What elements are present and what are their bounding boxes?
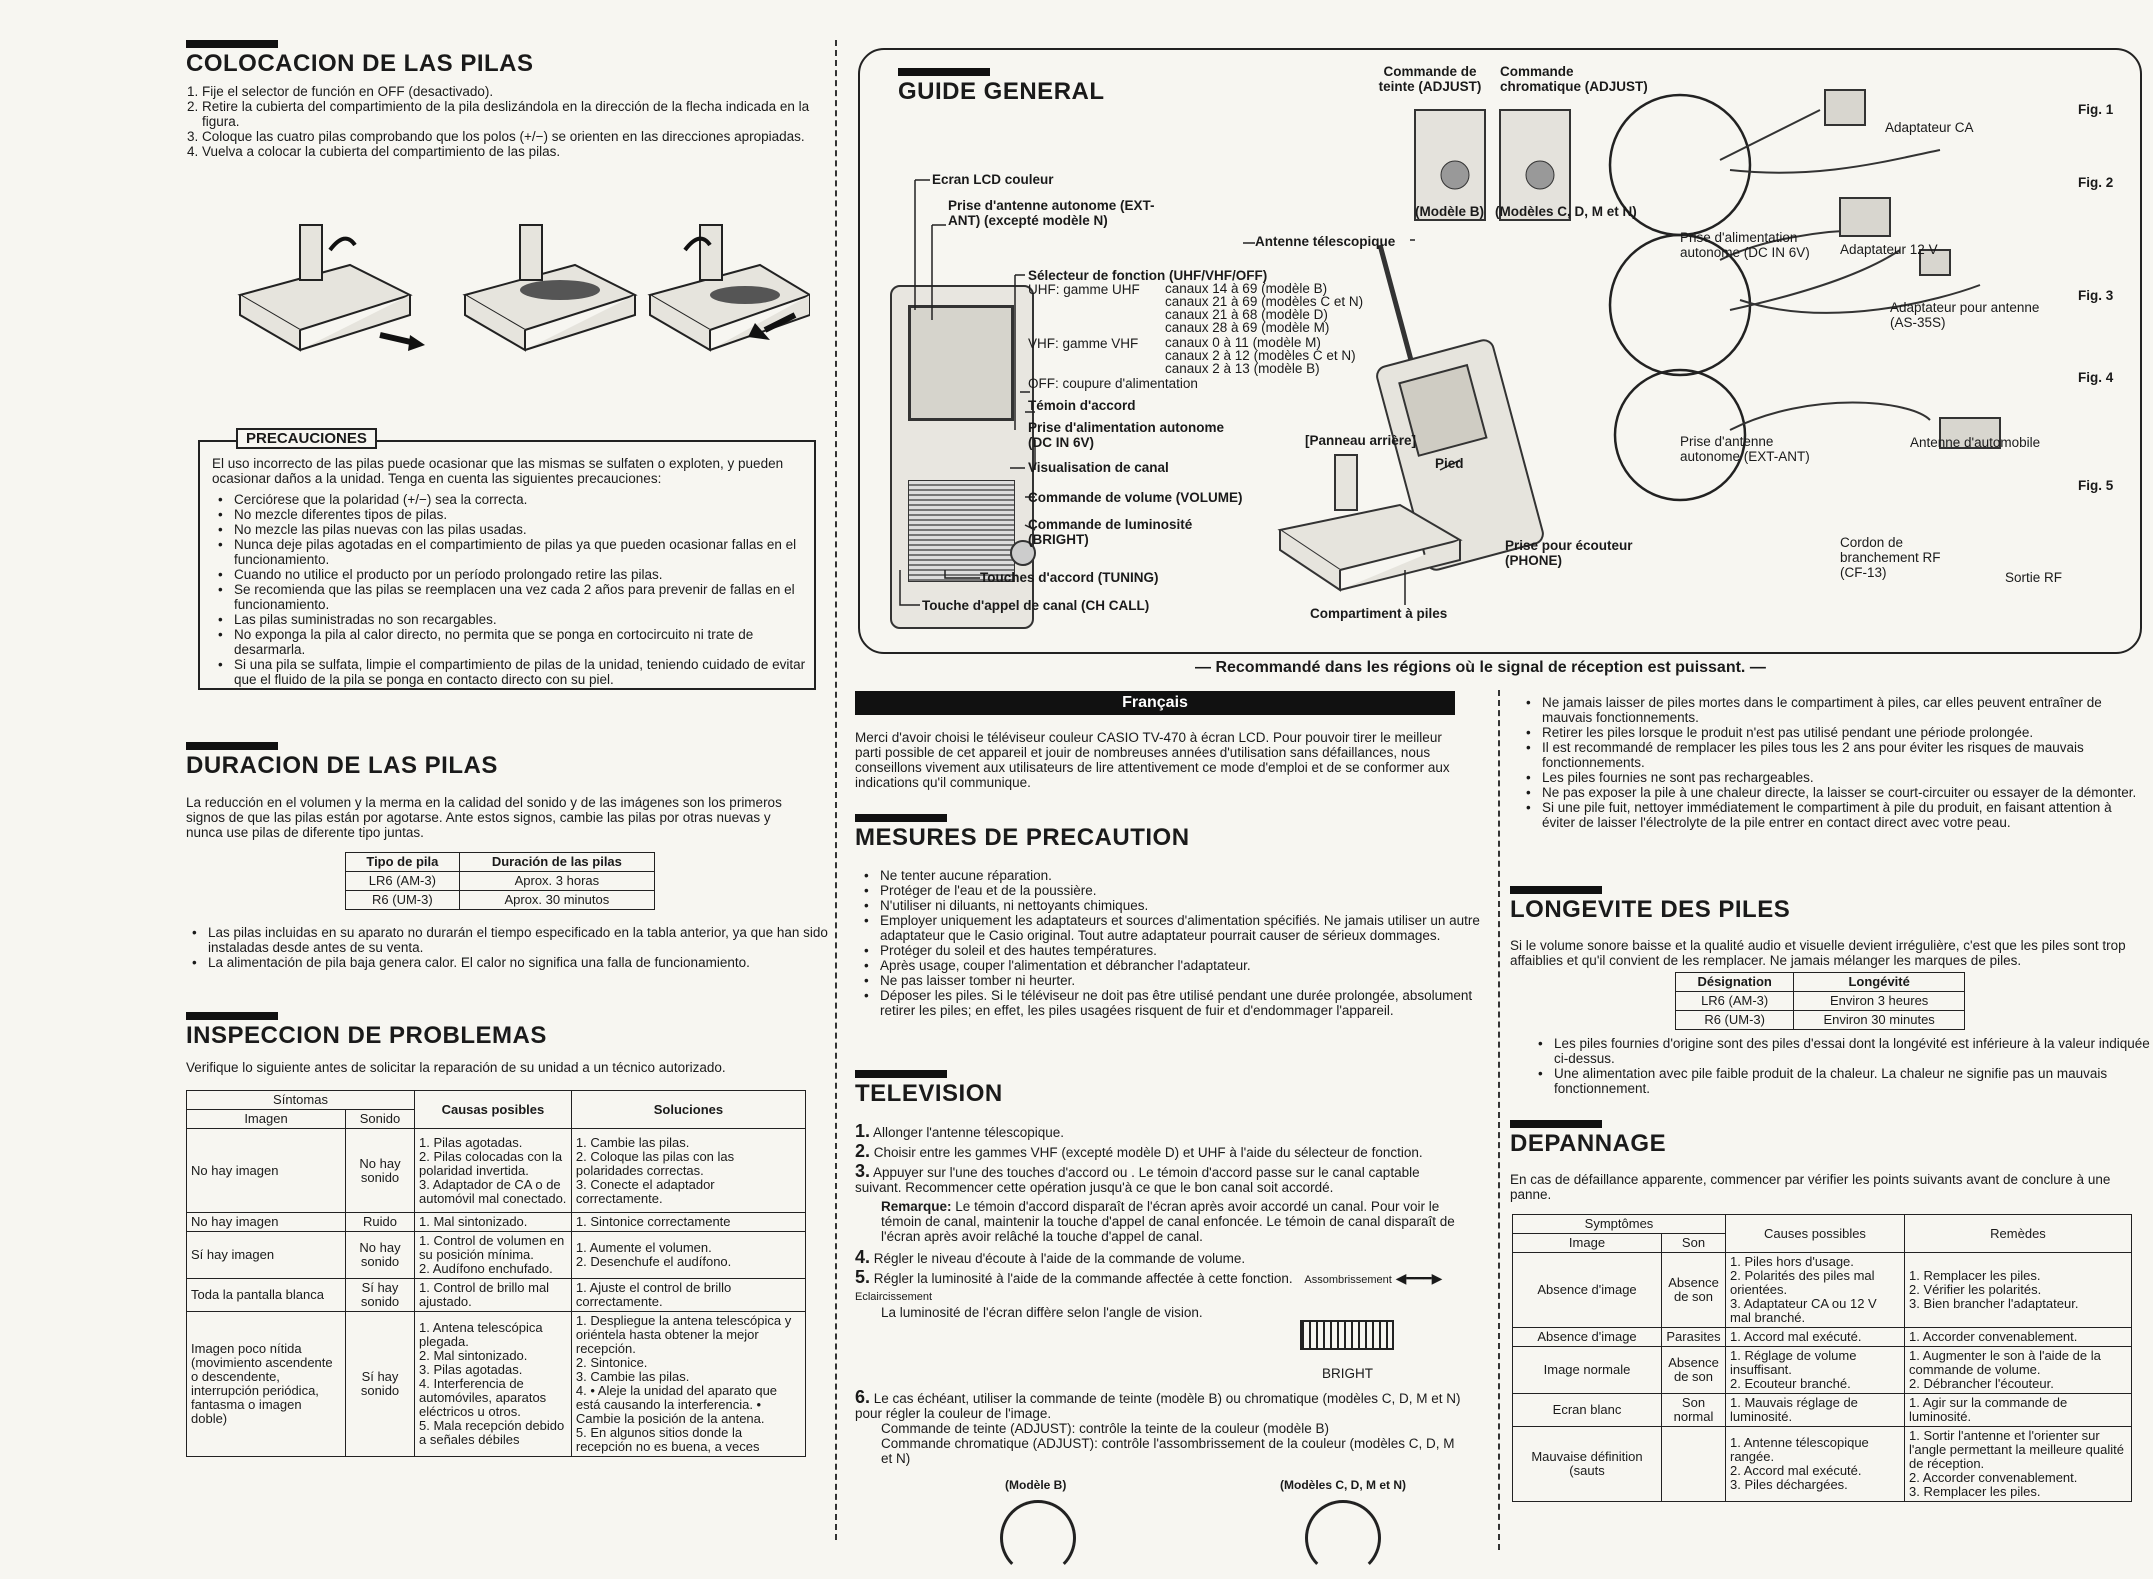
table-cell: R6 (UM-3): [1676, 1011, 1794, 1030]
table-header: Duración de las pilas: [459, 853, 654, 872]
label-teinte: Commande de teinte (ADJUST): [1378, 64, 1482, 94]
colocacion-title: [186, 50, 534, 78]
longevite-table: [1675, 972, 1965, 1030]
step: 2. Retire la cubierta del compartimiento de la pila deslizándola en la dirección de la flecha indicada en la figura.: [202, 99, 822, 129]
table-row: [1513, 1347, 2132, 1394]
label-temoin: Témoin d'accord: [1028, 398, 1136, 413]
table-row: [1676, 1011, 1965, 1030]
table-cell: No hay imagen: [187, 1213, 346, 1232]
mod-cdmn-label: (Modèles C, D, M et N): [1280, 1478, 1407, 1492]
label-chcall: Touche d'appel de canal (CH CALL): [922, 598, 1150, 613]
label-compart: Compartiment à piles: [1310, 606, 1448, 621]
step: 3. Coloque las cuatro pilas comprobando que los polos (+/−) se orienten en las direcciones apropiadas.: [202, 129, 822, 144]
table-cell: Aprox. 3 horas: [459, 872, 654, 891]
table-cell: 1. Sintonice correctamente: [571, 1213, 805, 1232]
table-cell: No hay imagen: [187, 1129, 346, 1213]
table-header: Son: [1662, 1234, 1726, 1253]
cause: 2. Mal sintonizado.: [419, 1348, 528, 1363]
channel-line: canaux 2 à 13 (modèle B): [1165, 361, 1320, 376]
table-header: Tipo de pila: [346, 853, 460, 872]
duracion-intro: La reducción en el volumen y la merma en la calidad del sonido y de las imágenes son los primeros signos de que las pilas están por agotarse. Ante estos signos, cambie las pilas por otras nuevas y nunca use pilas de diferente tipo juntas.: [186, 795, 782, 840]
francais-banner-text: Français: [1122, 694, 1188, 711]
list-item: • Las pilas suministradas no son recargables.: [234, 612, 814, 627]
table-cell: Imagen poco nítida (movimiento ascendente o descendente, interrupción periódica, fantasma o imagen doble): [187, 1312, 346, 1457]
colocacion-title-text: COLOCACION DE LAS PILAS: [186, 50, 534, 77]
list-item: • Cerciórese que la polaridad (+/−) sea la correcta.: [234, 492, 814, 507]
lumin-note: La luminosité de l'écran diffère selon l'angle de vision.: [881, 1305, 1203, 1320]
label-selecteur: Sélecteur de fonction (UHF/VHF/OFF): [1028, 268, 1268, 283]
label-phone: Prise pour écouteur (PHONE): [1505, 538, 1633, 568]
solution: 5. En algunos sitios donde la recepción no es buena, a veces: [575, 1425, 760, 1454]
longevite-title-text: LONGEVITE DES PILES: [1510, 896, 1791, 923]
table-cell: Son normal: [1662, 1394, 1726, 1427]
label-modeles-cdmn: (Modèles C, D, M et N): [1495, 204, 1637, 219]
label-chroma: Commande chromatique (ADJUST): [1500, 64, 1648, 94]
list-item: • Après usage, couper l'alimentation et débrancher l'adaptateur.: [880, 958, 1480, 973]
table-header: Désignation: [1676, 973, 1794, 992]
mesures-title-text: MESURES DE PRECAUTION: [855, 824, 1190, 851]
piles-list: [1520, 695, 2142, 830]
cause: 3. Adaptador de CA o de automóvil mal conectado.: [419, 1176, 567, 1206]
television-steps: [855, 1121, 1465, 1320]
step-6: [855, 1387, 1465, 1466]
inspeccion-title-text: INSPECCION DE PROBLEMAS: [186, 1022, 547, 1049]
table-cell: [415, 1312, 572, 1457]
title-bar: [186, 1012, 278, 1020]
channel-line: canaux 28 à 69 (modèle M): [1165, 320, 1330, 335]
duracion-title: [186, 752, 498, 780]
table-header: Remèdes: [1905, 1215, 2132, 1253]
table-header: Sonido: [346, 1110, 415, 1129]
longevite-notes: [1532, 1036, 2153, 1096]
fig2-label: Fig. 2: [2078, 175, 2114, 190]
channel-line: canaux 21 à 69 (modèles C et N): [1165, 294, 1364, 309]
fig-dcin: Prise d'alimentation autonome (DC IN 6V): [1680, 230, 1810, 260]
table-cell: Ruido: [346, 1213, 415, 1232]
title-bar: [855, 814, 947, 822]
knob-b-icon: [1000, 1500, 1076, 1576]
solution: 1. Despliegue la antena telescópica y oriéntela hasta obtener la mejor recepción.: [575, 1313, 792, 1356]
list-item: • Se recomienda que las pilas se reemplacen una vez cada 2 años para prevenir de fallas en el funcionamiento.: [234, 582, 814, 612]
table-cell: [415, 1232, 572, 1279]
step-text: Régler le niveau d'écoute à l'aide de la commande de volume.: [873, 1251, 1246, 1266]
list-item: • N'utiliser ni diluants, ni nettoyants chimiques.: [880, 898, 1480, 913]
fig-adapt12: Adaptateur 12 V: [1840, 242, 1938, 257]
label-lumin: Commande de luminosité (BRIGHT): [1028, 517, 1193, 547]
table-header: Causes possibles: [1726, 1215, 1905, 1253]
label-antenne: Antenne télescopique: [1255, 234, 1396, 249]
table-row: [187, 1129, 806, 1213]
solution: 2. Desenchufe el audífono.: [575, 1254, 732, 1269]
cause: 1. Antena telescópica plegada.: [419, 1320, 543, 1349]
list-item: • Las pilas incluidas en su aparato no durarán el tiempo especificado en la tabla anterior, ya que han sido instaladas desde antes de su venta.: [208, 925, 828, 955]
table-row: [187, 1312, 806, 1457]
table-header: Causas posibles: [415, 1091, 572, 1129]
mesures-list: [858, 868, 1480, 1018]
precauciones-intro: El uso incorrecto de las pilas puede ocasionar que las mismas se sulfaten o exploten, y pueden ocasionar daños a la unidad. Tenga en cuenta las siguientes precauciones:: [212, 456, 784, 486]
depannage-title-text: DEPANNAGE: [1510, 1130, 1667, 1157]
list-item: • Il est recommandé de remplacer les piles tous les 2 ans pour éviter les risques de mauvais fonctionnements.: [1542, 740, 2142, 770]
bright-slider-icon: [1300, 1320, 1394, 1350]
title-bar: [186, 742, 278, 750]
francais-banner: [855, 691, 1455, 715]
table-cell: Toda la pantalla blanca: [187, 1279, 346, 1312]
remedy: 2. Vérifier les polarités.: [1909, 1282, 2042, 1297]
table-cell: Absence d'image: [1513, 1328, 1662, 1347]
fr-intro: Merci d'avoir choisi le téléviseur couleur CASIO TV-470 à écran LCD. Pour pouvoir tirer le meilleur parti possible de cet appareil et jouir de nombreuses années d'utilisation sans défaillances, nous conseillons vivement aux utilisateurs de lire attentivement ce mode d'emploi et de se conformer aux indications qu'il communique.: [855, 730, 1450, 790]
recommande-note: [1195, 660, 1766, 675]
step-text: Choisir entre les gammes VHF (excepté modèle D) et UHF à l'aide du sélecteur de fonction.: [873, 1145, 1423, 1160]
fig-ant-auto: Antenne d'automobile: [1910, 435, 2041, 450]
battery-illustrations: [230, 215, 810, 375]
remarque-text: Le témoin d'accord disparaît de l'écran après avoir accordé un canal. Pour voir le témoin de canal, maintenir la touche d'appel de canal enfoncée. Le témoin de canal disparaît de l'écran après avoir relâché la touche d'appel de canal.: [881, 1199, 1455, 1244]
table-cell: 1. Control de brillo mal ajustado.: [415, 1279, 572, 1312]
list-item: • Ne jamais laisser de piles mortes dans le compartiment à piles, car elles peuvent entraîner de mauvais fonctionnements.: [1542, 695, 2142, 725]
remarque-label: Remarque:: [881, 1199, 952, 1214]
television-title-text: TELEVISION: [855, 1080, 1003, 1107]
table-row: [1513, 1394, 2132, 1427]
step: 6. Le cas échéant, utiliser la commande de teinte (modèle B) ou chromatique (modèles C, D, M et N) pour régler la couleur de l'image.: [855, 1387, 1461, 1421]
cause: 1. Antenne télescopique rangée.: [1730, 1435, 1869, 1464]
table-header: Imagen: [187, 1110, 346, 1129]
channel-line: canaux 2 à 12 (modèles C et N): [1165, 348, 1356, 363]
bright-label: BRIGHT: [1322, 1366, 1374, 1381]
list-item: • Employer uniquement les adaptateurs et sources d'alimentation spécifiés. Ne jamais utiliser un autre adaptateur que le Casio original. Tout autre adaptateur pourrait causer de sérieux dommages.: [880, 913, 1480, 943]
table-cell: Ecran blanc: [1513, 1394, 1662, 1427]
double-arrow-icon: ◀━━━▶: [1395, 1270, 1443, 1286]
cause: 1. Pilas agotadas.: [419, 1134, 523, 1150]
solution: 2. Coloque las pilas con las polaridades correctas.: [575, 1148, 735, 1178]
cause: 1. Réglage de volume insuffisant.: [1730, 1348, 1857, 1377]
table-cell: Absence d'image: [1513, 1253, 1662, 1328]
remedy: 2. Débrancher l'écouteur.: [1909, 1376, 2054, 1391]
title-bar: [1510, 886, 1602, 894]
inspeccion-title: [186, 1022, 547, 1050]
label-extant: Prise d'antenne autonome (EXT-ANT) (excepté modèle N): [948, 198, 1155, 228]
fig-cordon: Cordon de branchement RF (CF-13): [1840, 535, 1941, 580]
list-item: • Retirer les piles lorsque le produit n'est pas utilisé pendant une période prolongée.: [1542, 725, 2142, 740]
table-cell: Sí hay sonido: [346, 1279, 415, 1312]
list-item: • La alimentación de pila baja genera calor. El calor no significa una falla de funcionamiento.: [208, 955, 828, 970]
label-volume: Commande de volume (VOLUME): [1028, 490, 1243, 505]
fig4-label: Fig. 4: [2078, 370, 2114, 385]
fig1-label: Fig. 1: [2078, 102, 2114, 117]
table-cell: Sí hay sonido: [346, 1312, 415, 1457]
step: 4. Vuelva a colocar la cubierta del compartimiento de las pilas.: [202, 144, 822, 159]
label-dcin: Prise d'alimentation autonome (DC IN 6V): [1028, 420, 1224, 450]
label-panneau: [Panneau arrière]: [1305, 433, 1417, 448]
list-item: • Protéger de l'eau et de la poussière.: [880, 883, 1480, 898]
list-item: • Si una pila se sulfata, limpie el compartimiento de pilas de la unidad, teniendo cuidado de evitar que el fluido de la pila se ponga en contacto directo con su piel.: [234, 657, 814, 687]
list-item: • Une alimentation avec pile faible produit de la chaleur. La chaleur ne signifie pas un mauvais fonctionnement.: [1554, 1066, 2153, 1096]
longevite-title: [1510, 896, 1790, 924]
inspeccion-table: [186, 1090, 806, 1457]
step-text: Allonger l'antenne télescopique.: [873, 1125, 1064, 1140]
duracion-notes: [186, 925, 828, 970]
table-row: [346, 891, 655, 910]
fig5-label: Fig. 5: [2078, 478, 2114, 493]
step-text: Le cas échéant, utiliser la commande de teinte (modèle B) ou chromatique (modèles C, D, M et N) pour régler la couleur de l'image.: [855, 1391, 1461, 1421]
cause: 2. Pilas colocadas con la polaridad invertida.: [419, 1148, 563, 1178]
channel-line: canaux 0 à 11 (modèle M): [1165, 335, 1321, 350]
table-cell: [1726, 1427, 1905, 1502]
precauciones-heading: [236, 428, 377, 449]
solution: 3. Cambie las pilas.: [575, 1369, 690, 1384]
fig-adapt-ca: Adaptateur CA: [1885, 120, 1974, 135]
cause: 3. Adaptateur CA ou 12 V mal branché.: [1730, 1296, 1877, 1325]
table-cell: No hay sonido: [346, 1232, 415, 1279]
table-cell: Image normale: [1513, 1347, 1662, 1394]
teinte-line: Commande de teinte (ADJUST): contrôle la teinte de la couleur (modèle B): [881, 1421, 1329, 1436]
step: 1. Allonger l'antenne télescopique.: [855, 1121, 1064, 1141]
table-cell: [571, 1312, 805, 1457]
channel-line: canaux 14 à 69 (modèle B): [1165, 281, 1328, 296]
fold-line: [835, 40, 837, 1540]
fig-adapt-ant: Adaptateur pour antenne (AS-35S): [1890, 300, 2040, 330]
list-item: • Cuando no utilice el producto por un período prolongado retire las pilas.: [234, 567, 814, 582]
table-cell: 1. Accorder convenablement.: [1905, 1328, 2132, 1347]
duracion-title-text: DURACION DE LAS PILAS: [186, 752, 498, 779]
step-text: Appuyer sur l'une des touches d'accord ou . Le témoin d'accord passe sur le canal captable suivant. Recommencer cette opération jusqu'à ce que le bon canal soit accordé.: [855, 1165, 1420, 1195]
step-text: Régler la luminosité à l'aide de la commande affectée à cette fonction.: [873, 1271, 1293, 1286]
table-cell: [1905, 1253, 2132, 1328]
guide-general-panel: [858, 48, 2142, 654]
solution: 4. • Aleje la unidad del aparato que está causando la interferencia. • Cambie la posición de la antena.: [575, 1383, 778, 1426]
list-item: • No mezcle diferentes tipos de pilas.: [234, 507, 814, 522]
table-cell: [1662, 1427, 1726, 1502]
colocacion-steps: [180, 84, 822, 159]
table-row: [1513, 1328, 2132, 1347]
remedy: 3. Bien brancher l'adaptateur.: [1909, 1296, 2079, 1311]
table-cell: [1726, 1253, 1905, 1328]
table-row: [1513, 1427, 2132, 1502]
fold-line: [1498, 690, 1500, 1550]
fig-sortie: Sortie RF: [2005, 570, 2063, 585]
label-tuning: Touches d'accord (TUNING): [980, 570, 1159, 585]
dash-icon: —: [1195, 659, 1216, 676]
mod-b-label: (Modèle B): [1005, 1478, 1067, 1492]
list-item: • No exponga la pila al calor directo, no permita que se ponga en cortocircuito ni trate de desarmarla.: [234, 627, 814, 657]
cause: 2. Ecouteur branché.: [1730, 1376, 1851, 1391]
list-item: • Déposer les piles. Si le téléviseur ne doit pas être utilisé pendant une durée prolongée, absolument retirer les piles; en effet, les piles usagées risquent de fuir et d'endommager l'appareil.: [880, 988, 1480, 1018]
fig-extant: Prise d'antenne autonome (EXT-ANT): [1680, 434, 1810, 464]
table-cell: Environ 3 heures: [1794, 992, 1965, 1011]
step: 2. Choisir entre les gammes VHF (excepté modèle D) et UHF à l'aide du sélecteur de fonction.: [855, 1141, 1423, 1161]
table-header: Longévité: [1794, 973, 1965, 992]
step: 4. Régler le niveau d'écoute à l'aide de la commande de volume.: [855, 1247, 1246, 1267]
list-item: • Si une pile fuit, nettoyer immédiatement le compartiment à pile du produit, en faisant attention à éviter de laisser l'électrolyte de la pile entrer en contact direct avec votre peau.: [1542, 800, 2142, 830]
table-row: [187, 1213, 806, 1232]
inspeccion-intro: Verifique lo siguiente antes de solicitar la reparación de su unidad a un técnico autorizado.: [186, 1060, 726, 1075]
table-cell: No hay sonido: [346, 1129, 415, 1213]
table-header: Image: [1513, 1234, 1662, 1253]
solution: 3. Conecte el adaptador correctamente.: [575, 1176, 715, 1206]
step: 1. Fije el selector de función en OFF (desactivado).: [202, 84, 822, 99]
label-off: OFF: coupure d'alimentation: [1028, 376, 1198, 391]
cause: 2. Polarités des piles mal orientées.: [1730, 1268, 1875, 1297]
depannage-intro: En cas de défaillance apparente, commencer par vérifier les points suivants avant de conclure à une panne.: [1510, 1172, 2111, 1202]
depannage-title: [1510, 1130, 1666, 1158]
cause: 3. Piles déchargées.: [1730, 1477, 1848, 1492]
table-cell: LR6 (AM-3): [1676, 992, 1794, 1011]
table-cell: 1. Agir sur la commande de luminosité.: [1905, 1394, 2132, 1427]
table-header: Symptômes: [1513, 1215, 1726, 1234]
list-item: • Protéger du soleil et des hautes températures.: [880, 943, 1480, 958]
precauciones-list: [212, 492, 814, 687]
table-cell: 1. Accord mal exécuté.: [1726, 1328, 1905, 1347]
remedy: 1. Augmenter le son à l'aide de la commande de volume.: [1909, 1348, 2101, 1377]
eclair-label: Eclaircissement: [855, 1291, 933, 1303]
table-cell: [1905, 1427, 2132, 1502]
channel-line: canaux 21 à 68 (modèle D): [1165, 307, 1328, 322]
table-cell: Absence de son: [1662, 1347, 1726, 1394]
vhf-channels: [1165, 336, 1356, 375]
uhf-channels: [1165, 282, 1363, 334]
solution: 2. Sintonice.: [575, 1355, 648, 1370]
cause: 1. Control de volumen en su posición mínima.: [419, 1233, 565, 1262]
label-ecran: Ecran LCD couleur: [932, 172, 1054, 187]
knob-cdmn-icon: [1305, 1500, 1381, 1576]
table-row: [187, 1232, 806, 1279]
table-cell: [571, 1232, 805, 1279]
table-cell: LR6 (AM-3): [346, 872, 460, 891]
longevite-intro: Si le volume sonore baisse et la qualité audio et visuelle devient irrégulière, c'est que les piles sont trop affaiblies et qu'il convient de les remplacer. Ne jamais mélanger les marques de piles.: [1510, 938, 2126, 968]
solution: 1. Cambie las pilas.: [575, 1134, 690, 1150]
cause: 3. Pilas agotadas.: [419, 1362, 523, 1377]
cause: 2. Audífono enchufado.: [419, 1261, 553, 1276]
cause: 5. Mala recepción debido a señales débiles: [419, 1418, 565, 1447]
table-cell: [571, 1129, 805, 1213]
table-cell: [1905, 1347, 2132, 1394]
table-cell: Absence de son: [1662, 1253, 1726, 1328]
table-cell: 1. Mauvais réglage de luminosité.: [1726, 1394, 1905, 1427]
remedy: 2. Accorder convenablement.: [1909, 1470, 2078, 1485]
recommande-text: Recommandé dans les régions où le signal de réception est puissant.: [1215, 659, 1746, 676]
step: 3. Appuyer sur l'une des touches d'accord ou . Le témoin d'accord passe sur le canal captable suivant. Recommencer cette opération jusqu'à ce que le bon canal soit accordé.: [855, 1161, 1420, 1195]
list-item: • Ne pas exposer la pile à une chaleur directe, la laisser se court-circuiter ou essayer de la démonter.: [1542, 785, 2142, 800]
label-uhf: UHF: gamme UHF: [1028, 282, 1140, 297]
solution: 1. Aumente el volumen.: [575, 1240, 712, 1255]
table-row: [1513, 1253, 2132, 1328]
remedy: 1. Remplacer les piles.: [1909, 1268, 2041, 1283]
remedy: 3. Remplacer les piles.: [1909, 1484, 2041, 1499]
list-item: • Ne pas laisser tomber ni heurter.: [880, 973, 1480, 988]
table-header: Soluciones: [571, 1091, 805, 1129]
table-cell: 1. Ajuste el control de brillo correctamente.: [571, 1279, 805, 1312]
list-item: • Ne tenter aucune réparation.: [880, 868, 1480, 883]
cause: 4. Interferencia de automóviles, aparatos eléctricos u otros.: [419, 1376, 547, 1419]
table-header: Síntomas: [187, 1091, 415, 1110]
depannage-table: [1512, 1214, 2132, 1502]
label-vhf: VHF: gamme VHF: [1028, 336, 1139, 351]
title-bar: [855, 1070, 947, 1078]
table-cell: Parasites: [1662, 1328, 1726, 1347]
precauciones-heading-text: PRECAUCIONES: [246, 430, 367, 447]
table-row: [1676, 992, 1965, 1011]
duracion-table: [345, 852, 655, 910]
table-cell: R6 (UM-3): [346, 891, 460, 910]
cause: 2. Accord mal exécuté.: [1730, 1463, 1862, 1478]
mesures-title: [855, 824, 1190, 852]
table-cell: Sí hay imagen: [187, 1232, 346, 1279]
remarque: [881, 1199, 1465, 1244]
list-item: • No mezcle las pilas nuevas con las pilas usadas.: [234, 522, 814, 537]
television-title: [855, 1080, 1003, 1108]
table-row: [187, 1279, 806, 1312]
chroma-line: Commande chromatique (ADJUST): contrôle l'assombrissement de la couleur (modèles C, D, M et N): [881, 1436, 1455, 1466]
dash-icon: —: [1745, 659, 1766, 676]
list-item: • Les piles fournies d'origine sont des piles d'essai dont la longévité est inférieure à la valeur indiquée ci-dessus.: [1554, 1036, 2153, 1066]
table-cell: Aprox. 30 minutos: [459, 891, 654, 910]
table-cell: Mauvaise définition (sauts: [1513, 1427, 1662, 1502]
step: 5. Régler la luminosité à l'aide de la commande affectée à cette fonction. Assombrissement ◀━━━▶ Eclaircissement: [855, 1267, 1443, 1303]
label-pied: Pied: [1435, 456, 1464, 471]
table-cell: Environ 30 minutes: [1794, 1011, 1965, 1030]
title-bar: [1510, 1120, 1602, 1128]
table-cell: [1726, 1347, 1905, 1394]
label-visu: Visualisation de canal: [1028, 460, 1169, 475]
guide-title-text: GUIDE GENERAL: [898, 78, 1105, 105]
title-bar: [186, 40, 278, 48]
cause: 1. Piles hors d'usage.: [1730, 1254, 1854, 1269]
fig3-label: Fig. 3: [2078, 288, 2114, 303]
remedy: 1. Sortir l'antenne et l'orienter sur l'angle permettant la meilleure qualité de réception.: [1909, 1428, 2124, 1471]
table-cell: 1. Mal sintonizado.: [415, 1213, 572, 1232]
precauciones-box: [198, 430, 816, 690]
assomb-label: Assombrissement: [1304, 1274, 1392, 1286]
list-item: • Les piles fournies ne sont pas rechargeables.: [1542, 770, 2142, 785]
table-row: [346, 872, 655, 891]
table-cell: [415, 1129, 572, 1213]
list-item: • Nunca deje pilas agotadas en el compartimiento de pilas ya que pueden ocasionar fallas en el funcionamiento.: [234, 537, 814, 567]
label-modele-b: (Modèle B): [1415, 204, 1484, 219]
